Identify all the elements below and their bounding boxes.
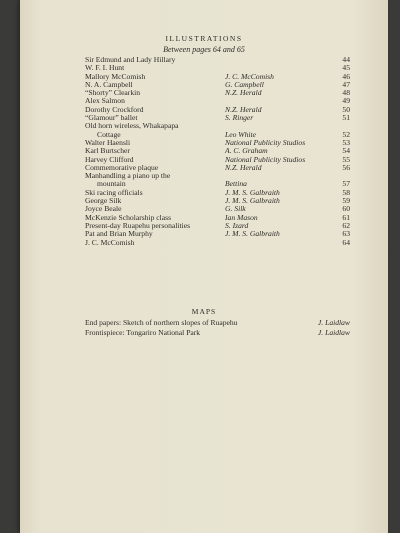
illustration-caption: Harvey Clifford	[85, 154, 134, 164]
illustration-caption: “Shorty” Clearkin	[85, 88, 141, 98]
list-item	[85, 122, 350, 130]
illustration-caption: Ski racing officials	[85, 187, 143, 197]
illustration-credit: J. M. S. Galbraith	[225, 196, 280, 206]
illustration-caption: Alex Salmon	[85, 96, 125, 106]
illustration-caption: Dorothy Crockford	[85, 104, 144, 114]
page-number: 53	[342, 137, 350, 147]
illustration-caption: Sir Edmund and Lady Hillary	[85, 55, 176, 64]
illustration-credit: G. Silk	[225, 204, 246, 214]
illustration-caption: Cottage	[97, 129, 121, 139]
list-item	[85, 239, 350, 247]
illustration-credit: N.Z. Herald	[225, 88, 262, 98]
illustration-credit: J. C. McComish	[225, 71, 274, 81]
illustration-caption: Present-day Ruapehu personalities	[85, 220, 191, 230]
map-credit: J. Laidlaw	[317, 318, 350, 327]
illustration-caption: “Glamour” ballet	[85, 113, 138, 123]
page-number: 61	[342, 212, 350, 222]
illustration-caption: Old horn wireless, Whakapapa	[85, 121, 179, 131]
page-number: 54	[342, 146, 350, 156]
map-credit: J. Laidlaw	[317, 327, 350, 337]
page-number: 64	[342, 237, 350, 247]
illustration-credit: Bettina	[225, 179, 247, 189]
page-number: 55	[342, 154, 350, 164]
illustration-caption: Manhandling a piano up the	[85, 171, 171, 181]
illustration-caption: McKenzie Scholarship class	[85, 212, 172, 222]
illustration-caption: Karl Burtscher	[85, 146, 130, 156]
illustration-credit: National Publicity Studios	[225, 137, 306, 147]
illustration-credit: National Publicity Studios	[225, 154, 306, 164]
illustration-credit: Ian Mason	[225, 212, 258, 222]
map-caption: Frontispiece: Tongariro National Park	[85, 327, 201, 337]
illustration-caption: N. A. Campbell	[85, 79, 133, 89]
illustration-caption: Commemorative plaque	[85, 162, 159, 172]
page-number: 52	[342, 129, 350, 139]
page-number: 51	[342, 113, 350, 123]
page-number: 57	[342, 179, 350, 189]
page-number: 59	[342, 196, 350, 206]
illustration-caption: J. C. McComish	[85, 237, 135, 247]
page-subheading: Between pages 64 and 65	[163, 45, 245, 54]
page-number: 46	[342, 71, 350, 81]
illustration-caption: Pat and Brian Murphy	[85, 229, 153, 239]
illustration-credit: N.Z. Herald	[225, 162, 262, 172]
page-number: 47	[342, 79, 350, 89]
maps-list	[85, 318, 350, 337]
maps-heading: MAPS	[191, 307, 217, 316]
illustration-credit: Leo White	[225, 129, 257, 139]
list-item	[85, 189, 350, 197]
page-number: 63	[342, 229, 350, 239]
illustration-credit: S. Ringer	[225, 113, 254, 123]
page-number: 44	[342, 55, 350, 64]
book-page	[20, 0, 388, 533]
list-item	[85, 197, 350, 205]
page-number: 49	[342, 96, 350, 106]
page-number: 60	[342, 204, 350, 214]
page-number: 50	[342, 104, 350, 114]
page-number: 56	[342, 162, 350, 172]
illustration-credit: G. Campbell	[225, 79, 264, 89]
list-item	[85, 56, 350, 64]
page-number: 58	[342, 187, 350, 197]
page-heading: ILLUSTRATIONS	[165, 34, 243, 43]
illustration-credit: J. M. S. Galbraith	[225, 229, 280, 239]
illustration-credit: N.Z. Herald	[225, 104, 262, 114]
illustration-caption: Walter Haensli	[85, 137, 131, 147]
illustration-credit: S. Izard	[225, 220, 249, 230]
list-item	[85, 318, 350, 328]
page-number: 62	[342, 220, 350, 230]
page-number: 45	[342, 63, 350, 73]
map-caption: End papers: Sketch of northern slopes of Ruapehu	[85, 318, 238, 327]
illustration-credit: A. C. Graham	[225, 146, 268, 156]
illustrations-list	[85, 56, 350, 247]
page-number: 48	[342, 88, 350, 98]
illustration-caption: George Silk	[85, 196, 122, 206]
list-item	[85, 328, 350, 338]
illustration-caption: mountain	[97, 179, 126, 189]
illustration-caption: Joyce Beale	[85, 204, 122, 214]
illustration-credit: J. M. S. Galbraith	[225, 187, 280, 197]
illustration-caption: W. F. I. Hunt	[85, 63, 125, 73]
illustration-caption: Mallory McComish	[85, 71, 146, 81]
